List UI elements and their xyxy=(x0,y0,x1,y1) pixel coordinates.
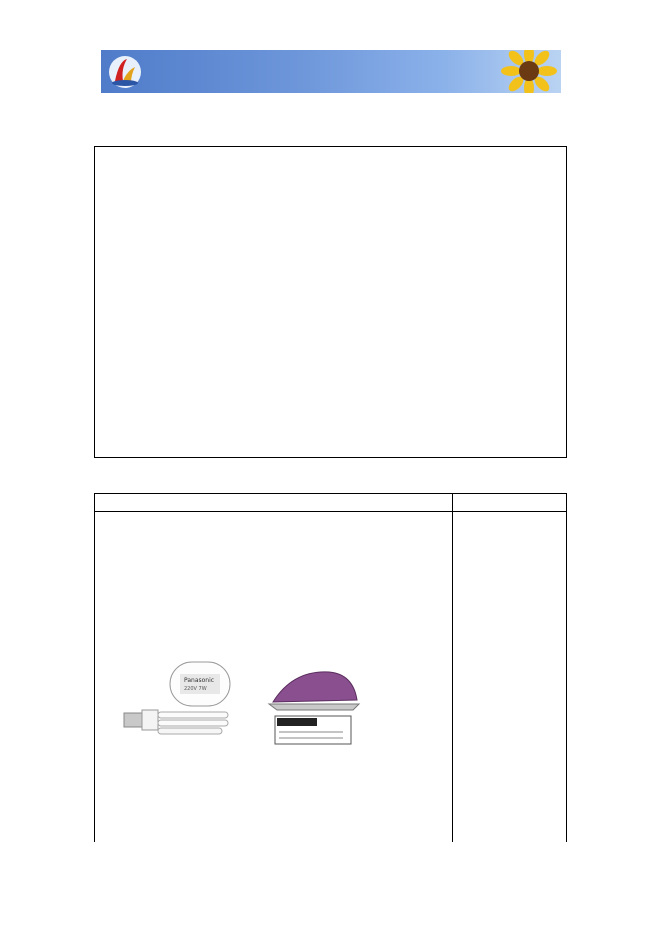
header-divider xyxy=(95,511,566,512)
header-banner xyxy=(101,50,561,93)
bulb-image xyxy=(122,658,232,753)
svg-text:Panasonic: Panasonic xyxy=(184,677,215,684)
process-table xyxy=(94,493,567,842)
logo-icon xyxy=(105,53,145,90)
svg-text:220V 7W: 220V 7W xyxy=(184,686,207,692)
iron-image xyxy=(263,666,363,756)
objectives-box xyxy=(94,146,567,458)
column-divider xyxy=(452,494,453,842)
sunflower-icon xyxy=(499,50,559,93)
